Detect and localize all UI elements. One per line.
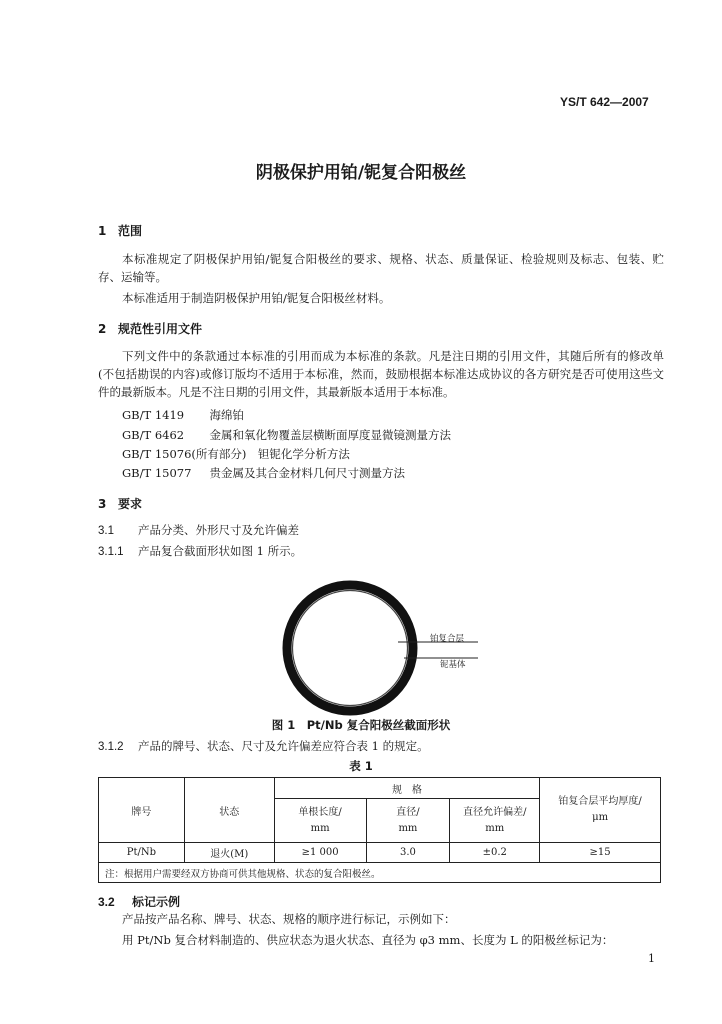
subsection-3-1: [98, 522, 299, 538]
reference-name: 金属和氧化物覆盖层横断面厚度显微镜测量方法: [209, 428, 451, 442]
reference-item: [122, 407, 244, 423]
table-title: 表 1: [349, 759, 373, 773]
document-title: 阴极保护用铂/铌复合阳极丝: [255, 163, 467, 183]
figure-caption: 图 1 Pt/Nb 复合阳极丝截面形状: [271, 718, 451, 732]
subsection-text: 产品分类、外形尺寸及允许偏差: [138, 523, 299, 537]
section-title: 要求: [118, 497, 143, 511]
reference-item: [122, 427, 451, 443]
reference-item: [122, 446, 350, 462]
niobium-base-edge: [293, 591, 408, 706]
table-note: 注：根据用户需要经双方协商可供其他规格、状态的复合阳极丝。: [99, 863, 661, 883]
subsection-title: 标记示例: [132, 895, 181, 909]
section-number: 3: [98, 497, 107, 511]
header-thickness: 铂复合层平均厚度/ μm: [540, 778, 661, 843]
subsection-text: 产品的牌号、状态、尺寸及允许偏差应符合表 1 的规定。: [138, 739, 429, 753]
subsection-number: 3.1: [98, 525, 114, 537]
cell-grade: Pt/Nb: [99, 843, 185, 863]
table-row: [99, 843, 661, 863]
subsection-3-2-paragraph-1: 产品按产品名称、牌号、状态、规格的顺序进行标记，示例如下：: [122, 912, 456, 926]
section-3-heading: [98, 495, 142, 512]
section-number: 1: [98, 224, 107, 238]
header-tolerance: 直径允许偏差/ mm: [450, 799, 540, 843]
section-1-paragraph-1: 本标准规定了阴极保护用铂/铌复合阳极丝的要求、规格、状态、质量保证、检验规则及标志、包装、贮存、运输等。: [98, 252, 664, 284]
subsection-number: 3.1.2: [98, 741, 124, 753]
subsection-number: 3.1.1: [98, 546, 124, 558]
reference-name: 贵金属及其合金材料几何尺寸测量方法: [209, 466, 405, 480]
platinum-layer-ring: [287, 585, 413, 711]
reference-code: GB/T 1419: [122, 408, 185, 422]
cell-thickness: ≥15: [540, 843, 661, 863]
reference-code: GB/T 6462: [122, 428, 185, 442]
reference-name: 海绵铂: [209, 408, 244, 422]
subsection-3-2-heading: [98, 893, 180, 910]
cell-diameter: 3.0: [366, 843, 450, 863]
figure-label-platinum-layer: 铂复合层: [430, 634, 465, 644]
section-1-paragraph-2: 本标准适用于制造阴极保护用铂/铌复合阳极丝材料。: [122, 291, 391, 305]
section-2-paragraph: 下列文件中的条款通过本标准的引用而成为本标准的条款。凡是注日期的引用文件，其随后所有的修改单(不包括勘误的内容)或修订版均不适用于本标准，然而，鼓励根据本标准达成协议的各方研究是否可使用这些文件的最新版本。凡是不注日期的引用文件，其最新版本适用于本标准。: [98, 349, 664, 399]
standard-code: YS/T 642—2007: [560, 95, 649, 109]
reference-code: GB/T 15077: [122, 466, 192, 480]
spec-table: [98, 777, 661, 883]
cell-state: 退火(M): [184, 843, 274, 863]
section-2-heading: [98, 320, 202, 337]
section-title: 规范性引用文件: [118, 322, 203, 336]
reference-name: 钽铌化学分析方法: [257, 447, 350, 461]
section-number: 2: [98, 322, 107, 336]
subsection-text: 产品复合截面形状如图 1 所示。: [138, 544, 303, 558]
reference-code: GB/T 15076(所有部分): [122, 447, 247, 461]
cell-tolerance: ±0.2: [450, 843, 540, 863]
subsection-3-1-2: [98, 738, 429, 754]
header-diameter: 直径/ mm: [366, 799, 450, 843]
header-spec: 规 格: [274, 778, 540, 799]
subsection-3-2-paragraph-2: 用 Pt/Nb 复合材料制造的、供应状态为退火状态、直径为 φ3 mm、长度为 L 的阳极丝标记为：: [122, 933, 614, 947]
page-number: 1: [648, 952, 655, 965]
subsection-number: 3.2: [98, 895, 115, 909]
section-title: 范围: [118, 224, 143, 238]
subsection-3-1-1: [98, 543, 302, 559]
cell-length: ≥1 000: [274, 843, 366, 863]
header-state: 状态: [184, 778, 274, 843]
header-length: 单根长度/ mm: [274, 799, 366, 843]
reference-item: [122, 465, 405, 481]
header-grade: 牌号: [99, 778, 185, 843]
section-1-heading: [98, 222, 142, 239]
figure-label-niobium-base: 铌基体: [440, 660, 466, 670]
